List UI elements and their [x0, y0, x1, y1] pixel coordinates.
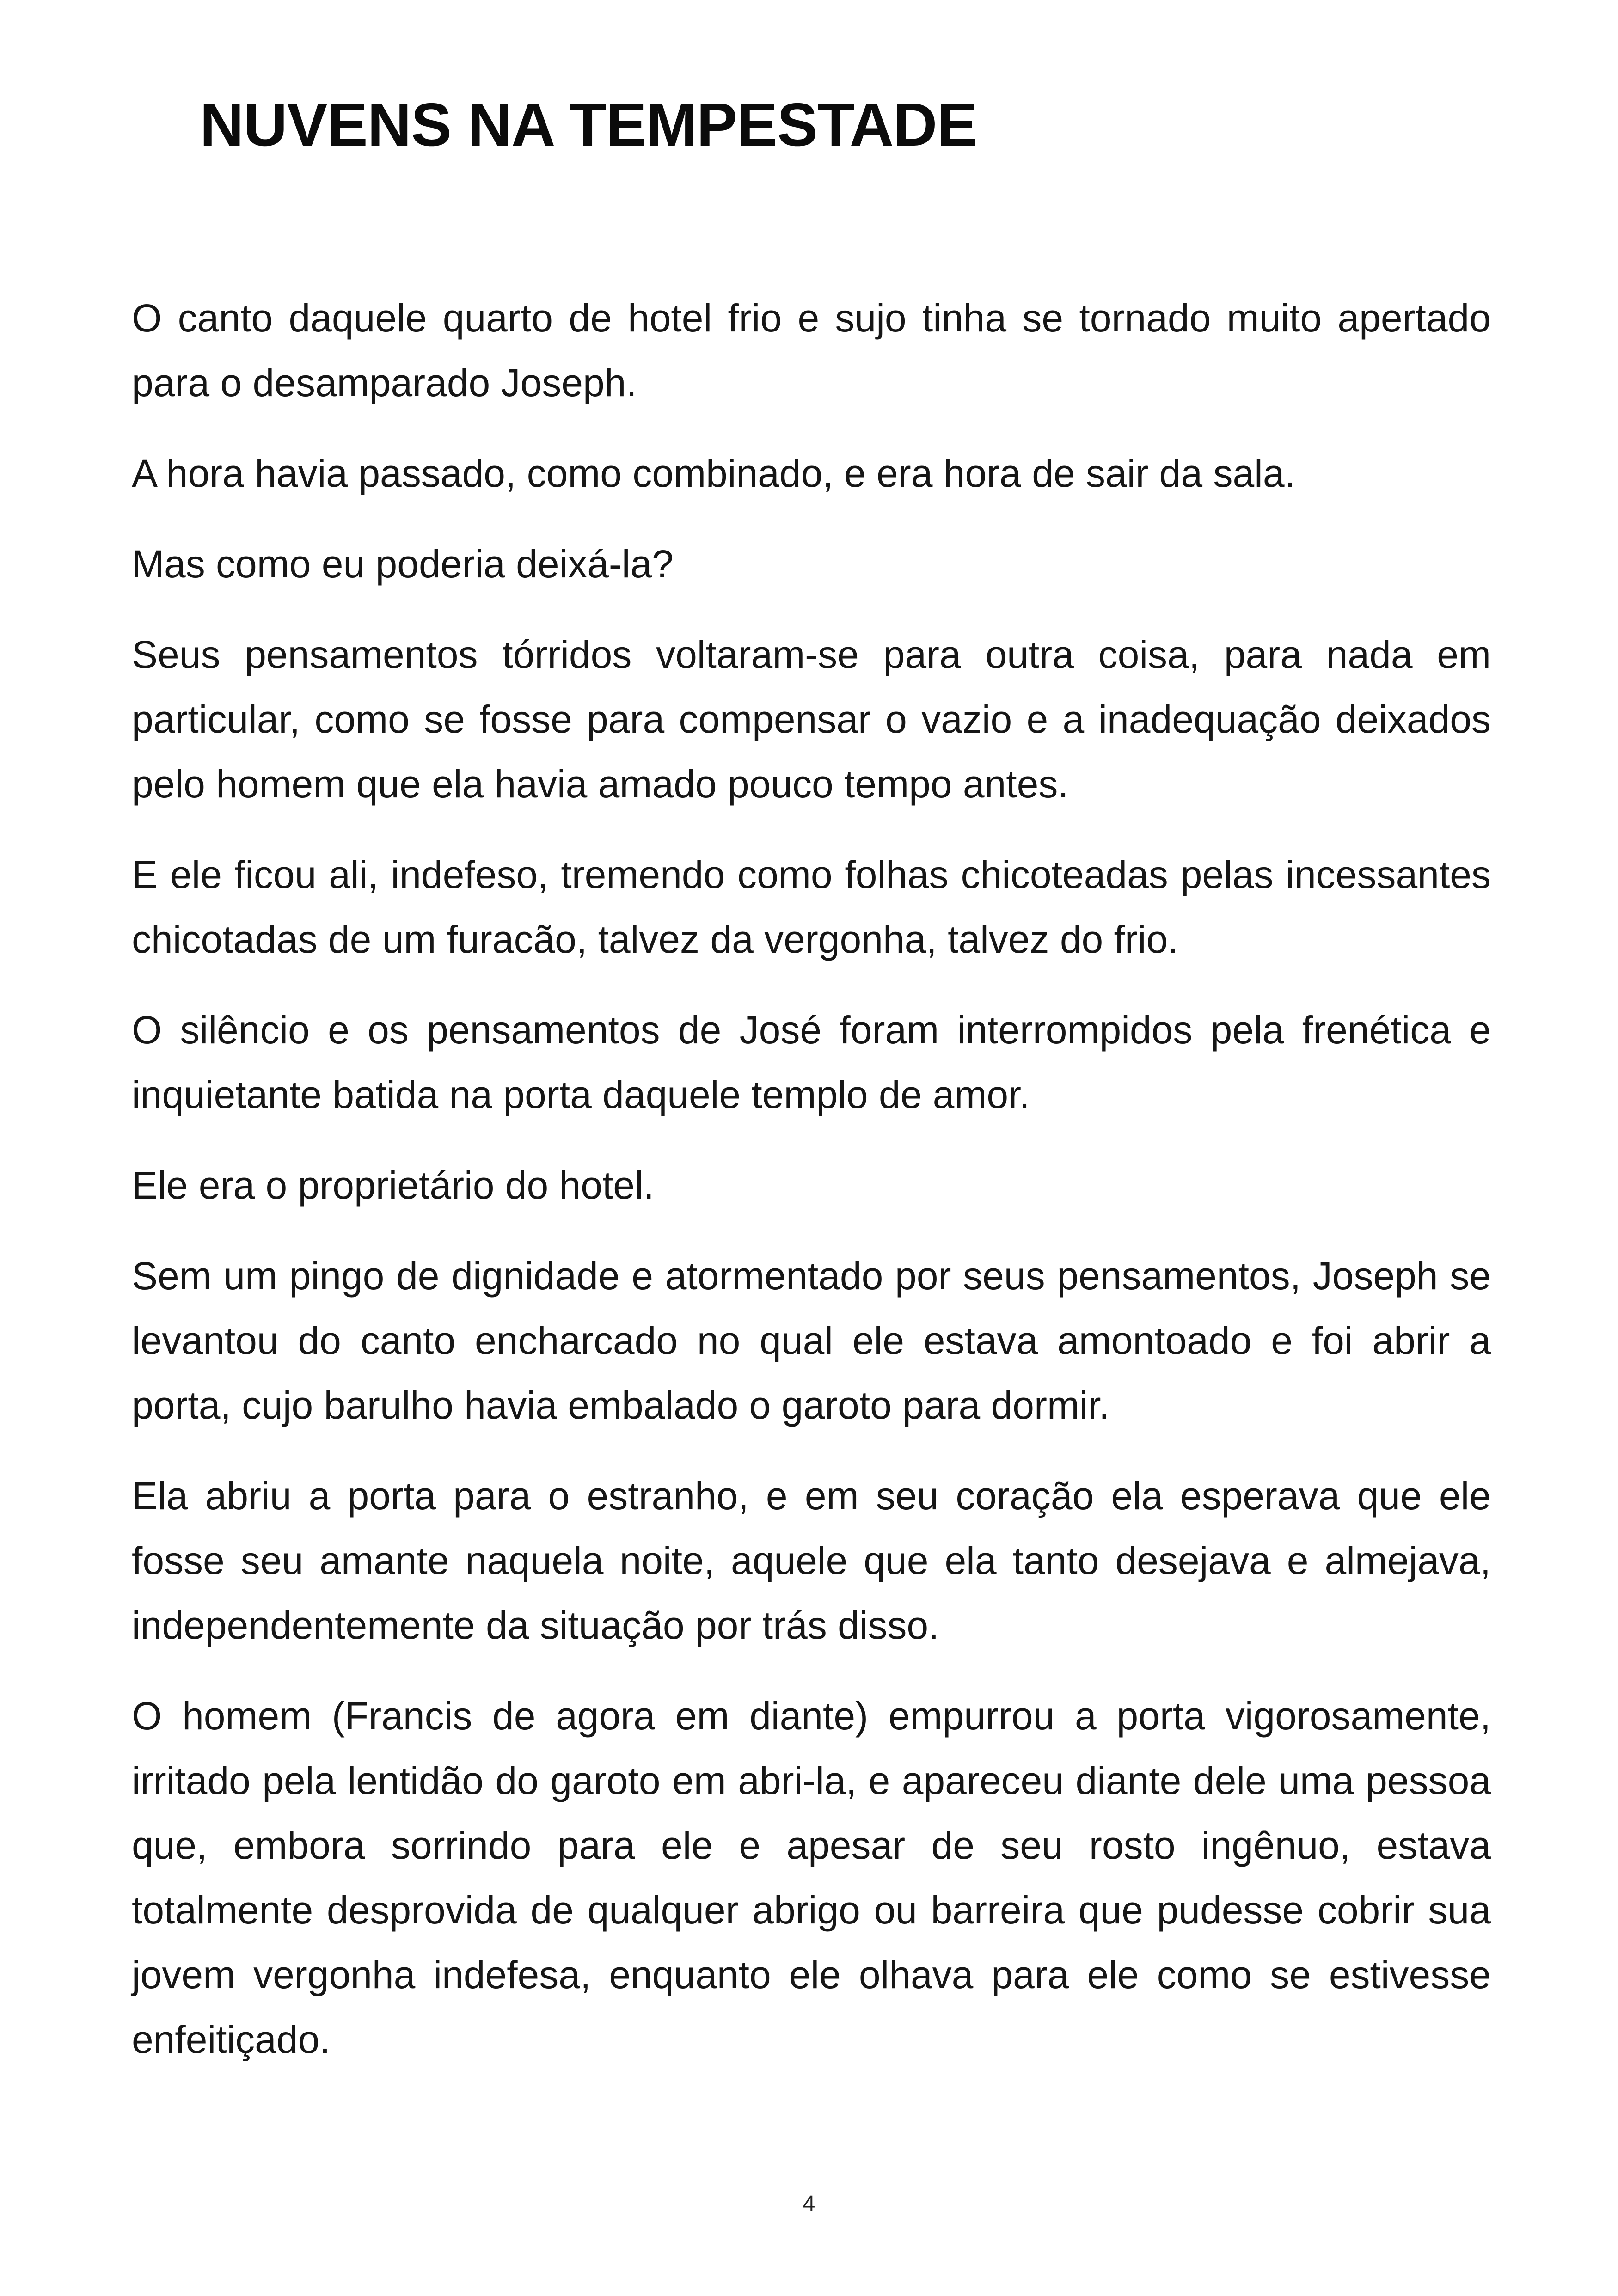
paragraph-5: E ele ficou ali, indefeso, tremendo como folhas chicoteadas pelas incessantes chicotadas de um furacão, talvez da vergonha, talvez do frio.: [132, 853, 1491, 961]
paragraph-4: Seus pensamentos tórridos voltaram-se para outra coisa, para nada em particular, como se fosse para compensar o vazio e a inadequação deixados pelo homem que ela havia amado pouco tempo antes.: [132, 633, 1491, 806]
paragraph-1: O canto daquele quarto de hotel frio e sujo tinha se tornado muito apertado para o desamparado Joseph.: [132, 296, 1491, 404]
paragraph-7: Ele era o proprietário do hotel.: [132, 1163, 655, 1207]
paragraph-8: Sem um pingo de dignidade e atormentado por seus pensamentos, Joseph se levantou do canto encharcado no qual ele estava amontoado e foi abrir a porta, cujo barulho havia embalado o garoto para dormir.: [132, 1254, 1491, 1427]
paragraph-10: O homem (Francis de agora em diante) empurrou a porta vigorosamente, irritado pela lentidão do garoto em abri-la, e apareceu diante dele uma pessoa que, embora sorrindo para ele e apesar de seu rosto ingênuo, estava totalmente desprovida de qualquer abrigo ou barreira que pudesse cobrir sua jovem vergonha indefesa, enquanto ele olhava para ele como se estivesse enfeitiçado.: [132, 1694, 1491, 2061]
paragraph-9: Ela abriu a porta para o estranho, e em seu coração ela esperava que ele fosse seu amante naquela noite, aquele que ela tanto desejava e almejava, independentemente da situação por trás disso.: [132, 1474, 1491, 1647]
paragraph-6: O silêncio e os pensamentos de José foram interrompidos pela frenética e inquietante batida na porta daquele templo de amor.: [132, 1008, 1491, 1116]
page-number: 4: [803, 2192, 815, 2216]
page-title: NUVENS NA TEMPESTADE: [200, 91, 977, 159]
paragraph-2: A hora havia passado, como combinado, e era hora de sair da sala.: [132, 452, 1295, 495]
paragraph-3: Mas como eu poderia deixá-la?: [132, 542, 674, 586]
body-text: [132, 286, 1491, 2098]
